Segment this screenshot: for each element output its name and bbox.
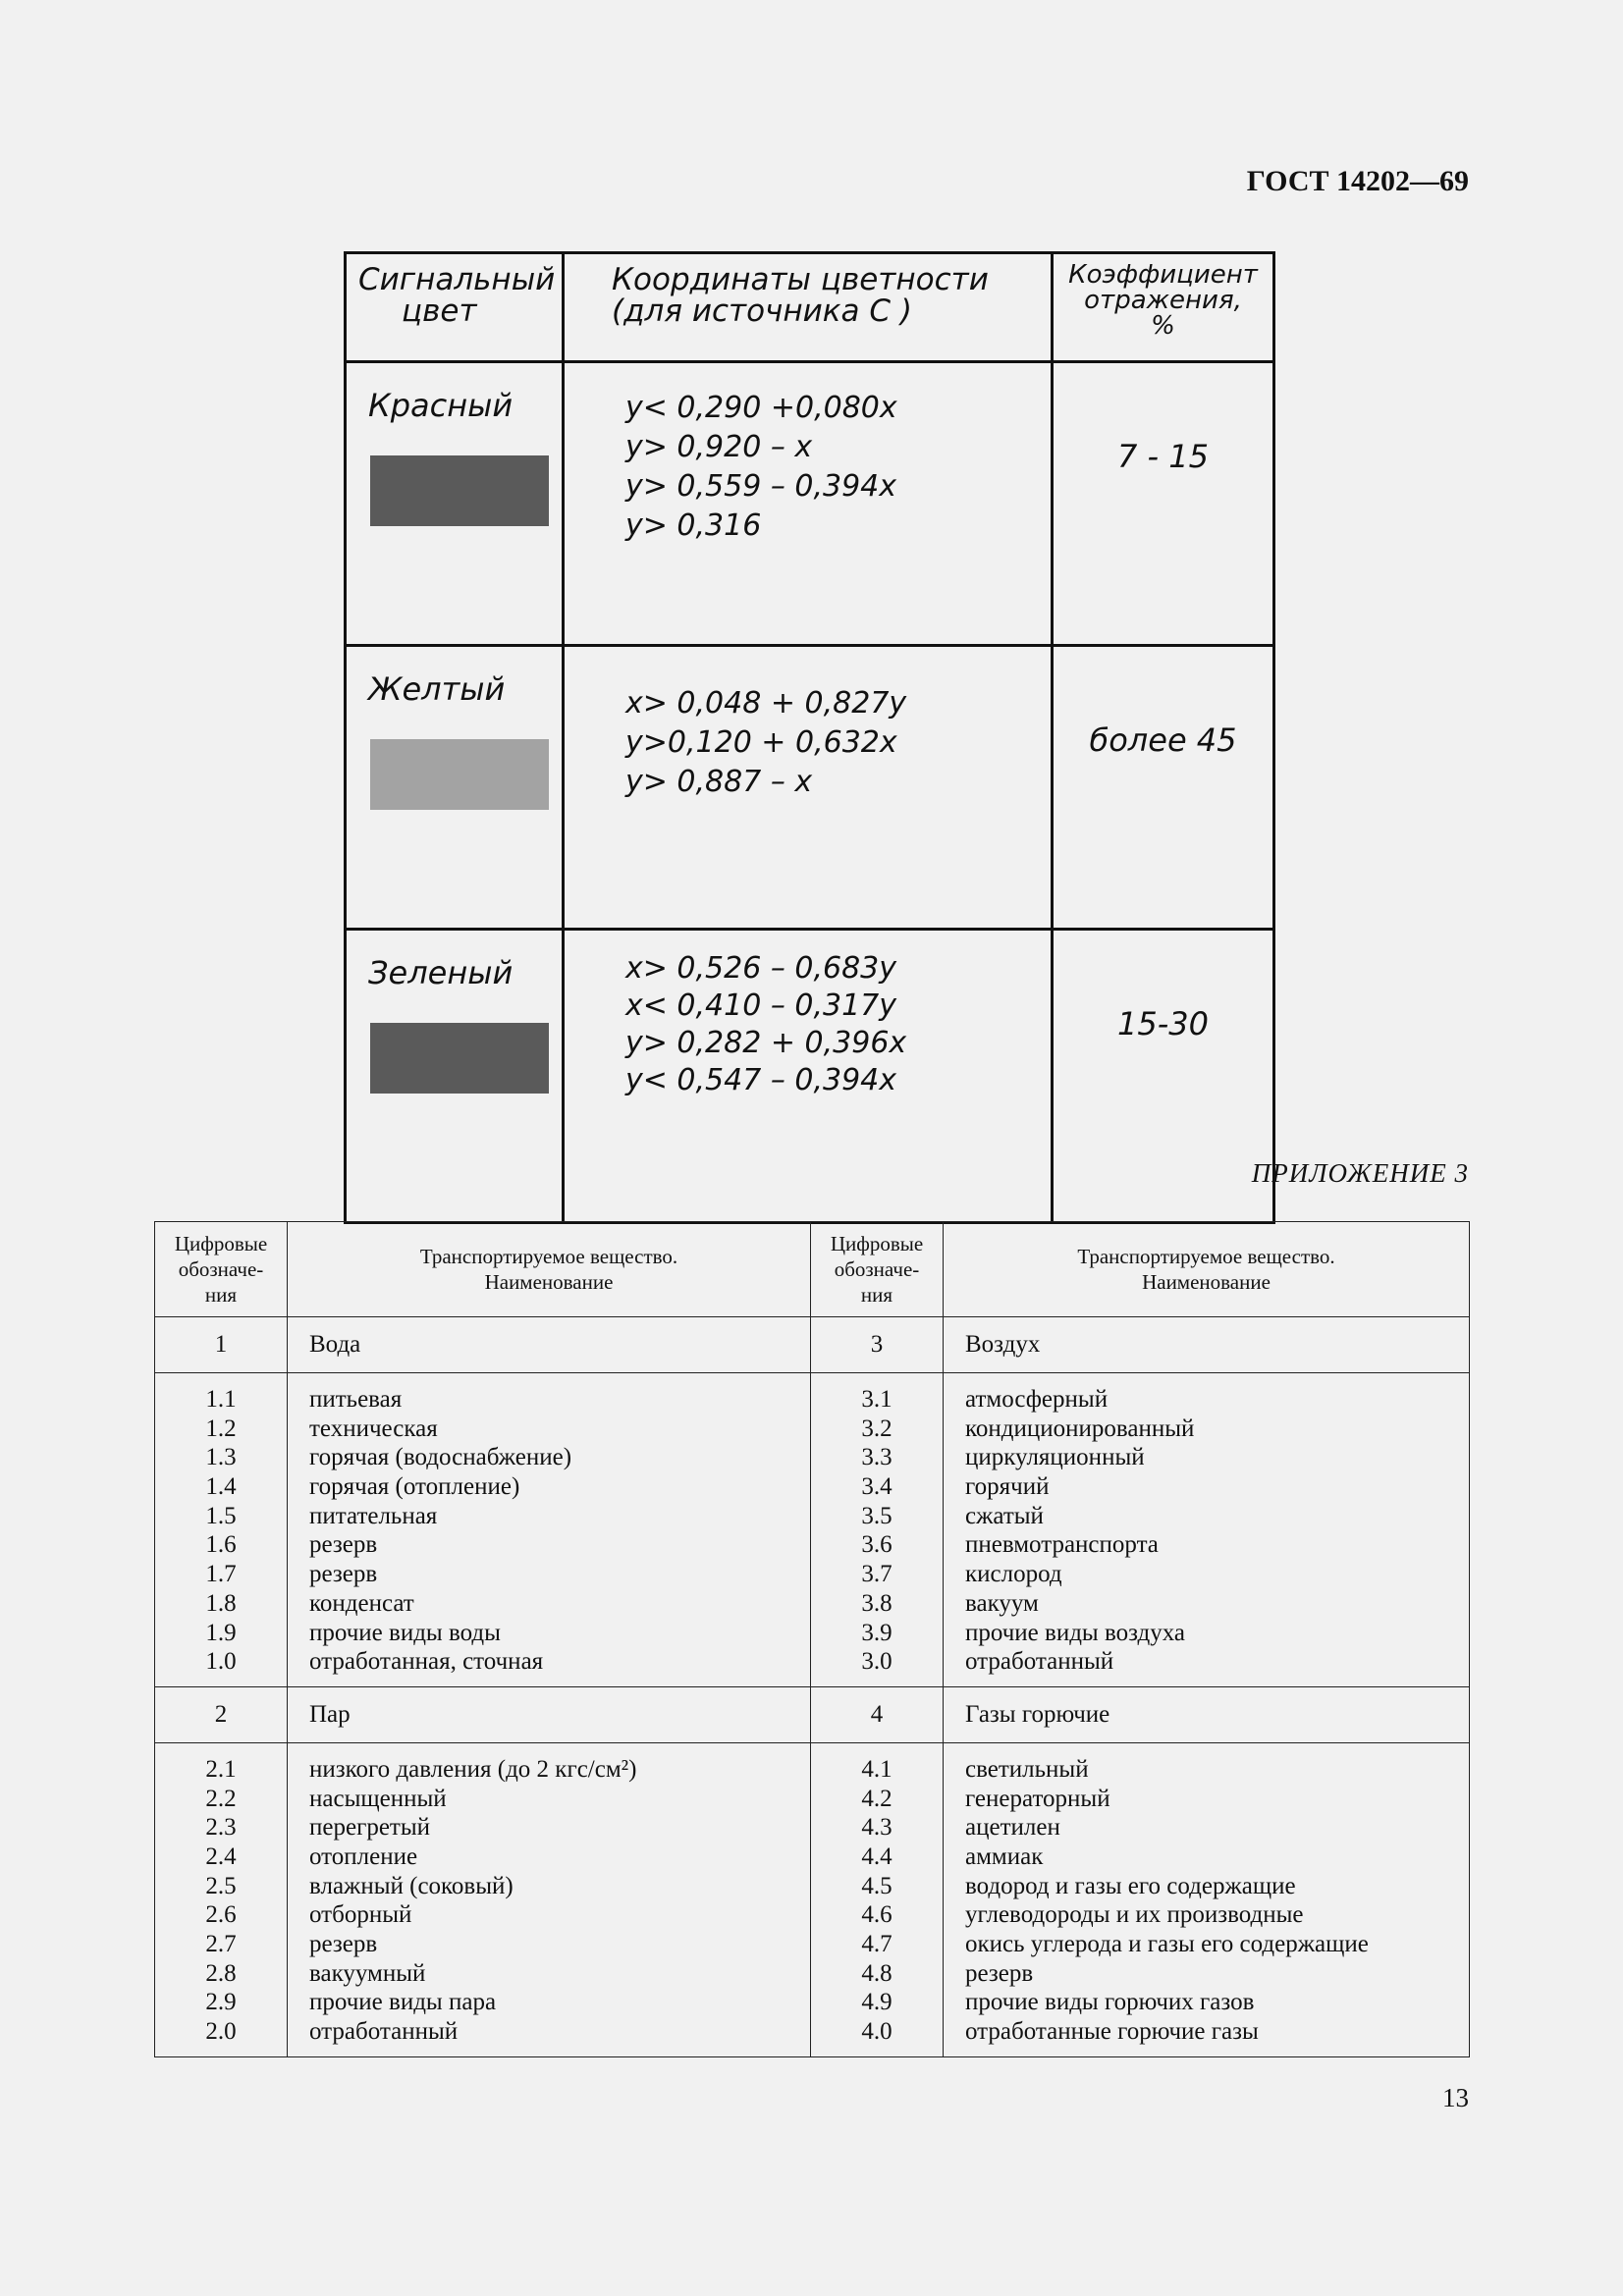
list-item: питьевая	[309, 1386, 403, 1413]
list-item: пневмотранспорта	[965, 1531, 1159, 1559]
name-list	[309, 1755, 810, 2047]
color-row-green	[346, 930, 1274, 1223]
header-code	[811, 1222, 944, 1317]
list-item: 4.1	[861, 1755, 893, 1783]
list-item: 3.1	[861, 1386, 893, 1413]
list-item: генераторный	[965, 1785, 1110, 1812]
list-item: 1.5	[205, 1502, 237, 1529]
list-item: 4.2	[861, 1785, 893, 1812]
list-item: 4.5	[861, 1872, 893, 1899]
formula-cell	[564, 362, 1053, 646]
formula-cell	[564, 646, 1053, 930]
list-item: перегретый	[309, 1814, 431, 1842]
list-item: 4.9	[861, 1989, 893, 2016]
item-codes	[155, 1742, 288, 2056]
item-codes	[811, 1742, 944, 2056]
formula-list	[565, 363, 1051, 546]
table-header-row	[155, 1222, 1470, 1317]
header-signal-color	[346, 253, 564, 362]
list-item: резерв	[965, 1959, 1034, 1987]
item-names	[288, 1742, 811, 2056]
list-item: 1.4	[205, 1473, 237, 1501]
substance-codes-table	[154, 1221, 1470, 2057]
list-item: 2.7	[205, 1931, 237, 1957]
list-item: 4.4	[861, 1842, 893, 1870]
list-item: 1.3	[205, 1444, 237, 1471]
list-item: 1.2	[205, 1415, 237, 1442]
formula: y< 0,547 – 0,394x	[625, 1063, 897, 1097]
header-line: обозначе-	[178, 1257, 264, 1281]
list-item: отработанные горючие газы	[965, 2018, 1259, 2046]
color-swatch	[370, 739, 549, 810]
list-item: аммиак	[965, 1842, 1044, 1870]
items-row	[155, 1373, 1470, 1687]
group-name: Воздух	[944, 1317, 1470, 1373]
header-line: Цифровые	[174, 1232, 268, 1255]
formula: x> 0,048 + 0,827y	[625, 686, 907, 721]
group-code: 2	[155, 1686, 288, 1742]
formula: x> 0,526 – 0,683y	[625, 951, 897, 986]
list-item: углеводороды и их производные	[965, 1901, 1304, 1929]
list-item: отопление	[309, 1842, 418, 1870]
formula-list	[565, 931, 1051, 1099]
code-list	[811, 1755, 943, 2047]
list-item: 3.4	[861, 1473, 893, 1501]
formula-cell	[564, 930, 1053, 1223]
list-item: насыщенный	[309, 1785, 447, 1812]
list-item: прочие виды горючих газов	[965, 1989, 1255, 2016]
header-line: Транспортируемое вещество.	[1077, 1245, 1335, 1268]
header-line: %	[1151, 311, 1175, 341]
color-cell	[346, 362, 564, 646]
code-list	[811, 1385, 943, 1677]
formula: x< 0,410 – 0,317y	[625, 988, 897, 1023]
list-item: 3.5	[861, 1502, 893, 1529]
list-item: 2.3	[205, 1814, 237, 1842]
name-list	[309, 1385, 810, 1677]
list-item: 2.8	[205, 1959, 237, 1987]
header-substance	[944, 1222, 1470, 1317]
reflectance-value: более 45	[1053, 646, 1274, 930]
header-line: Цифровые	[830, 1232, 924, 1255]
list-item: кислород	[965, 1561, 1062, 1588]
list-item: водород и газы его содержащие	[965, 1872, 1296, 1899]
header-code	[155, 1222, 288, 1317]
formula: y> 0,316	[625, 508, 762, 543]
header-line: Наименование	[484, 1270, 614, 1294]
appendix-title: ПРИЛОЖЕНИЕ 3	[1251, 1158, 1469, 1188]
list-item: прочие виды воды	[309, 1619, 501, 1646]
color-swatch	[370, 455, 549, 526]
header-line: ния	[204, 1283, 238, 1307]
list-item: 3.0	[861, 1648, 893, 1676]
color-row-yellow	[346, 646, 1274, 930]
group-row	[155, 1317, 1470, 1373]
group-name: Вода	[288, 1317, 811, 1373]
list-item: питательная	[309, 1502, 438, 1529]
formula: y< 0,290 +0,080x	[625, 391, 897, 425]
formula-list	[565, 647, 1051, 802]
list-item: вакуумный	[309, 1959, 426, 1987]
color-swatch	[370, 1023, 549, 1094]
list-item: 3.9	[861, 1619, 893, 1646]
header-chromaticity	[564, 253, 1053, 362]
list-item: 3.2	[861, 1415, 893, 1442]
list-item: резерв	[309, 1531, 378, 1559]
formula: y> 0,920 – x	[625, 430, 813, 464]
list-item: отработанный	[965, 1648, 1114, 1676]
list-item: резерв	[309, 1931, 378, 1957]
group-code: 1	[155, 1317, 288, 1373]
list-item: окись углерода и газы его содержащие	[965, 1931, 1369, 1957]
signal-color-table	[344, 251, 1275, 1224]
formula: y>0,120 + 0,632x	[625, 725, 897, 760]
list-item: 3.3	[861, 1444, 893, 1471]
code-list	[155, 1755, 287, 2047]
item-names	[944, 1373, 1470, 1687]
header-substance	[288, 1222, 811, 1317]
header-line: Наименование	[1142, 1270, 1271, 1294]
list-item: 2.9	[205, 1989, 237, 2016]
color-cell	[346, 930, 564, 1223]
list-item: 2.5	[205, 1872, 237, 1899]
list-item: 1.7	[205, 1561, 237, 1588]
header-line: Коэффициент	[1068, 260, 1258, 290]
header-line: отражения,	[1084, 286, 1242, 315]
group-code: 3	[811, 1317, 944, 1373]
group-row	[155, 1686, 1470, 1742]
header-line: (для источника С )	[612, 294, 912, 329]
list-item: атмосферный	[965, 1386, 1109, 1413]
formula: y> 0,887 – x	[625, 765, 813, 799]
list-item: 1.6	[205, 1531, 237, 1559]
group-name: Газы горючие	[944, 1686, 1470, 1742]
header-reflectance	[1053, 253, 1274, 362]
color-row-red	[346, 362, 1274, 646]
items-row	[155, 1742, 1470, 2056]
list-item: 2.2	[205, 1785, 237, 1812]
list-item: 2.0	[205, 2018, 237, 2046]
header-line: цвет	[402, 294, 477, 329]
list-item: 2.1	[205, 1755, 237, 1783]
list-item: 4.0	[861, 2018, 893, 2046]
header-line: ния	[860, 1283, 893, 1307]
list-item: низкого давления (до 2 кгс/см²)	[309, 1755, 637, 1783]
name-list	[965, 1385, 1469, 1677]
list-item: 4.8	[861, 1959, 893, 1987]
item-names	[288, 1373, 811, 1687]
list-item: 4.7	[861, 1931, 893, 1957]
list-item: 1.0	[205, 1648, 237, 1676]
list-item: циркуляционный	[965, 1444, 1145, 1471]
list-item: горячая (водоснабжение)	[309, 1444, 572, 1471]
list-item: отработанная, сточная	[309, 1648, 544, 1676]
color-name: Красный	[368, 387, 514, 424]
list-item: сжатый	[965, 1502, 1044, 1529]
name-list	[965, 1755, 1469, 2047]
list-item: резерв	[309, 1561, 378, 1588]
list-item: 3.6	[861, 1531, 893, 1559]
item-names	[944, 1742, 1470, 2056]
list-item: 2.6	[205, 1901, 237, 1929]
list-item: отработанный	[309, 2018, 459, 2046]
list-item: 3.7	[861, 1561, 893, 1588]
list-item: прочие виды пара	[309, 1989, 497, 2016]
list-item: кондиционированный	[965, 1415, 1195, 1442]
list-item: отборный	[309, 1901, 412, 1929]
header-line: Сигнальный	[358, 262, 556, 297]
list-item: 4.6	[861, 1901, 893, 1929]
list-item: конденсат	[309, 1589, 414, 1617]
group-name: Пар	[288, 1686, 811, 1742]
list-item: горячая (отопление)	[309, 1473, 520, 1501]
color-cell	[346, 646, 564, 930]
code-list	[155, 1385, 287, 1677]
list-item: горячий	[965, 1473, 1050, 1501]
list-item: вакуум	[965, 1589, 1039, 1617]
reflectance-value: 7 - 15	[1053, 362, 1274, 646]
item-codes	[811, 1373, 944, 1687]
page-number: 13	[1442, 2083, 1469, 2112]
group-code: 4	[811, 1686, 944, 1742]
header-line: обозначе-	[834, 1257, 920, 1281]
header-line: Транспортируемое вещество.	[419, 1245, 678, 1268]
header-line: Координаты цветности	[612, 262, 989, 297]
color-name: Зеленый	[368, 954, 514, 991]
list-item: светильный	[965, 1755, 1089, 1783]
item-codes	[155, 1373, 288, 1687]
reflectance-value: 15-30	[1053, 930, 1274, 1223]
list-item: влажный (соковый)	[309, 1872, 514, 1899]
list-item: 4.3	[861, 1814, 893, 1842]
formula: y> 0,559 – 0,394x	[625, 469, 897, 504]
list-item: 2.4	[205, 1842, 237, 1870]
list-item: 1.1	[205, 1386, 237, 1413]
list-item: 1.8	[205, 1589, 237, 1617]
document-code: ГОСТ 14202—69	[1246, 165, 1469, 197]
list-item: 3.8	[861, 1589, 893, 1617]
list-item: техническая	[309, 1415, 438, 1442]
formula: y> 0,282 + 0,396x	[625, 1026, 907, 1060]
list-item: прочие виды воздуха	[965, 1619, 1186, 1646]
list-item: ацетилен	[965, 1814, 1060, 1842]
list-item: 1.9	[205, 1619, 237, 1646]
color-name: Желтый	[368, 670, 506, 708]
